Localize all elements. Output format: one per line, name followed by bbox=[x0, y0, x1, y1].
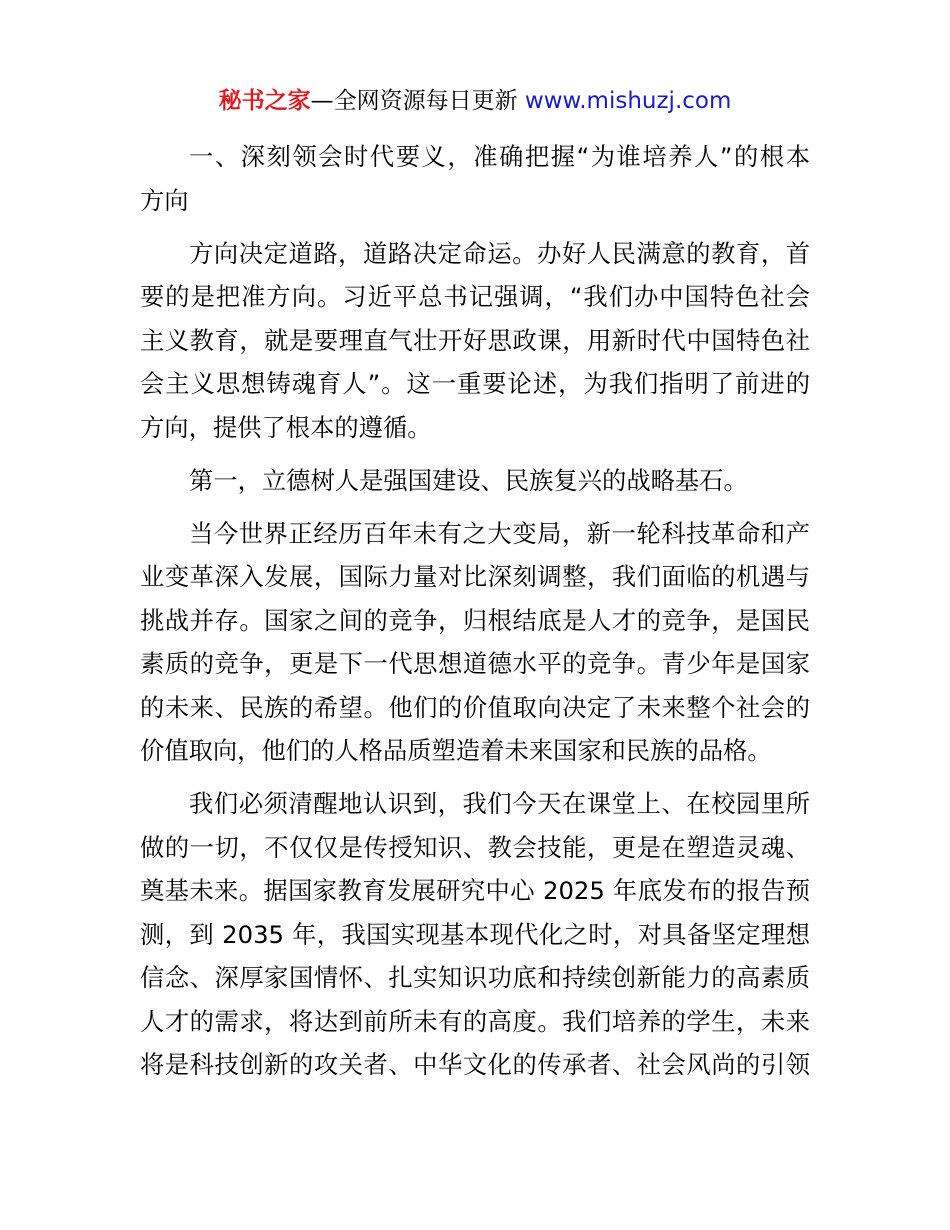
text-line: 当今世界正经历百年未有之大变局，新一轮科技革命和产 bbox=[189, 518, 810, 548]
text-line: 的未来、民族的希望。他们的价值取向决定了未来整个社会的 bbox=[140, 692, 810, 722]
text-line: 方向决定道路，道路决定命运。办好人民满意的教育，首 bbox=[189, 238, 810, 268]
text-line: 人才的需求，将达到前所未有的高度。我们培养的学生，未来 bbox=[140, 1006, 810, 1036]
section-heading bbox=[140, 135, 810, 222]
text-line: 主义教育，就是要理直气壮开好思政课，用新时代中国特色社 bbox=[140, 325, 810, 355]
text-line: 会主义思想铸魂育人”。这一重要论述，为我们指明了前进的 bbox=[140, 369, 810, 398]
text-line: 一、深刻领会时代要义，准确把握“为谁培养人”的根本 bbox=[189, 142, 810, 171]
text-line: 做的一切，不仅仅是传授知识、教会技能，更是在塑造灵魂、 bbox=[140, 832, 810, 862]
paragraph bbox=[140, 459, 810, 503]
paragraph bbox=[140, 512, 810, 773]
text-line: 方向，提供了根本的遵循。 bbox=[140, 412, 432, 442]
text-line: 素质的竞争，更是下一代思想道德水平的竞争。青少年是国家 bbox=[140, 649, 810, 678]
text-line: 测，到 2035 年，我国实现基本现代化之时，对具备坚定理想 bbox=[140, 919, 810, 949]
text-line: 信念、深厚家国情怀、扎实知识功底和持续创新能力的高素质 bbox=[140, 963, 810, 992]
paragraph bbox=[140, 232, 810, 450]
text-line: 奠基未来。据国家教育发展研究中心 2025 年底发布的报告预 bbox=[140, 876, 810, 905]
site-url-link[interactable]: www.mishuzj.com bbox=[524, 88, 732, 114]
brand-name: 秘书之家 bbox=[218, 88, 311, 114]
paragraph bbox=[140, 782, 810, 1087]
text-line: 我们必须清醒地认识到，我们今天在课堂上、在校园里所 bbox=[189, 789, 810, 818]
site-header bbox=[0, 84, 950, 118]
text-line: 业变革深入发展，国际力量对比深刻调整，我们面临的机遇与 bbox=[140, 562, 810, 591]
document-body bbox=[140, 135, 810, 1096]
text-line: 价值取向，他们的人格品质塑造着未来国家和民族的品格。 bbox=[140, 736, 772, 765]
header-slogan: —全网资源每日更新 bbox=[310, 88, 525, 114]
text-line: 要的是把准方向。习近平总书记强调，“我们办中国特色社会 bbox=[140, 282, 810, 311]
text-line: 第一，立德树人是强国建设、民族复兴的战略基石。 bbox=[189, 465, 748, 495]
text-line: 将是科技创新的攻关者、中华文化的传承者、社会风尚的引领 bbox=[140, 1050, 810, 1079]
text-line: 挑战并存。国家之间的竞争，归根结底是人才的竞争，是国民 bbox=[140, 605, 810, 635]
text-line: 方向 bbox=[140, 185, 189, 215]
